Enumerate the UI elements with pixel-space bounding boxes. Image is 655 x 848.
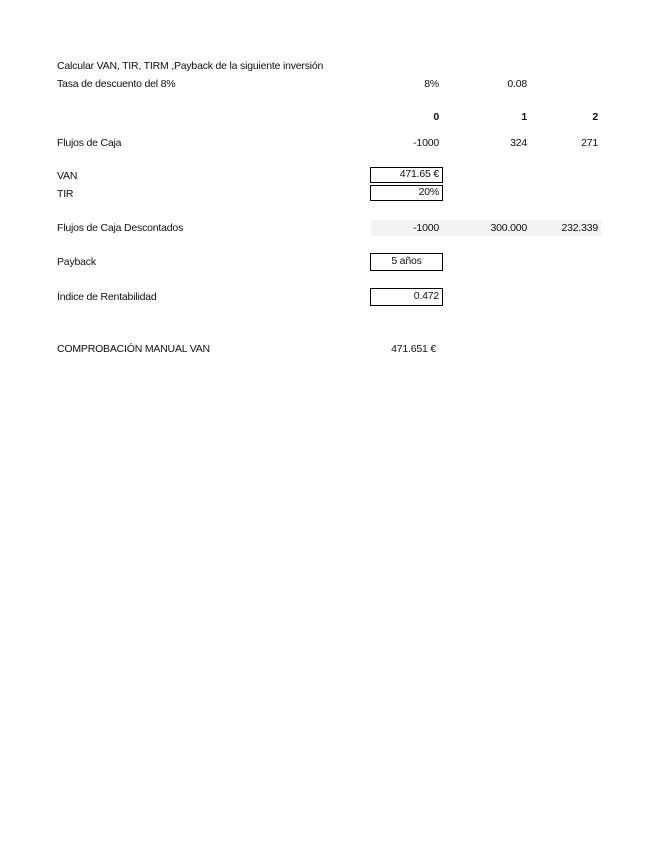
cash-flow-cell-2: 271	[581, 137, 598, 149]
tir-value-cell[interactable]: 20%	[370, 185, 443, 201]
van-value-cell[interactable]: 471.65 €	[370, 167, 443, 183]
profitability-index-value-cell[interactable]: 0.472	[370, 288, 443, 306]
period-header-2: 2	[592, 111, 598, 123]
discount-rate-percent: 8%	[424, 78, 439, 90]
discounted-flow-cell-0: -1000	[413, 222, 439, 234]
sheet-title: Calcular VAN, TIR, TIRM ,Payback de la siguiente inversión	[57, 60, 324, 72]
discounted-flow-cell-1: 300.000	[490, 222, 527, 234]
payback-value-cell[interactable]: 5 años	[370, 253, 443, 271]
period-header-1: 1	[521, 111, 527, 123]
discounted-flow-cell-2: 232.339	[561, 222, 598, 234]
van-label: VAN	[57, 170, 78, 182]
cash-flow-cell-0: -1000	[413, 137, 439, 149]
period-header-0: 0	[433, 111, 439, 123]
discounted-flows-label: Flujos de Caja Descontados	[57, 222, 184, 234]
discount-rate-decimal: 0.08	[507, 78, 527, 90]
payback-label: Payback	[57, 256, 96, 268]
manual-check-value: 471.651 €	[391, 343, 436, 355]
manual-check-label: COMPROBACIÓN MANUAL VAN	[57, 343, 210, 355]
cash-flows-label: Flujos de Caja	[57, 137, 122, 149]
cash-flow-cell-1: 324	[510, 137, 527, 149]
profitability-index-label: Índice de Rentabilidad	[57, 291, 157, 303]
tir-label: TIR	[57, 188, 74, 200]
discount-rate-label: Tasa de descuento del 8%	[57, 78, 176, 90]
